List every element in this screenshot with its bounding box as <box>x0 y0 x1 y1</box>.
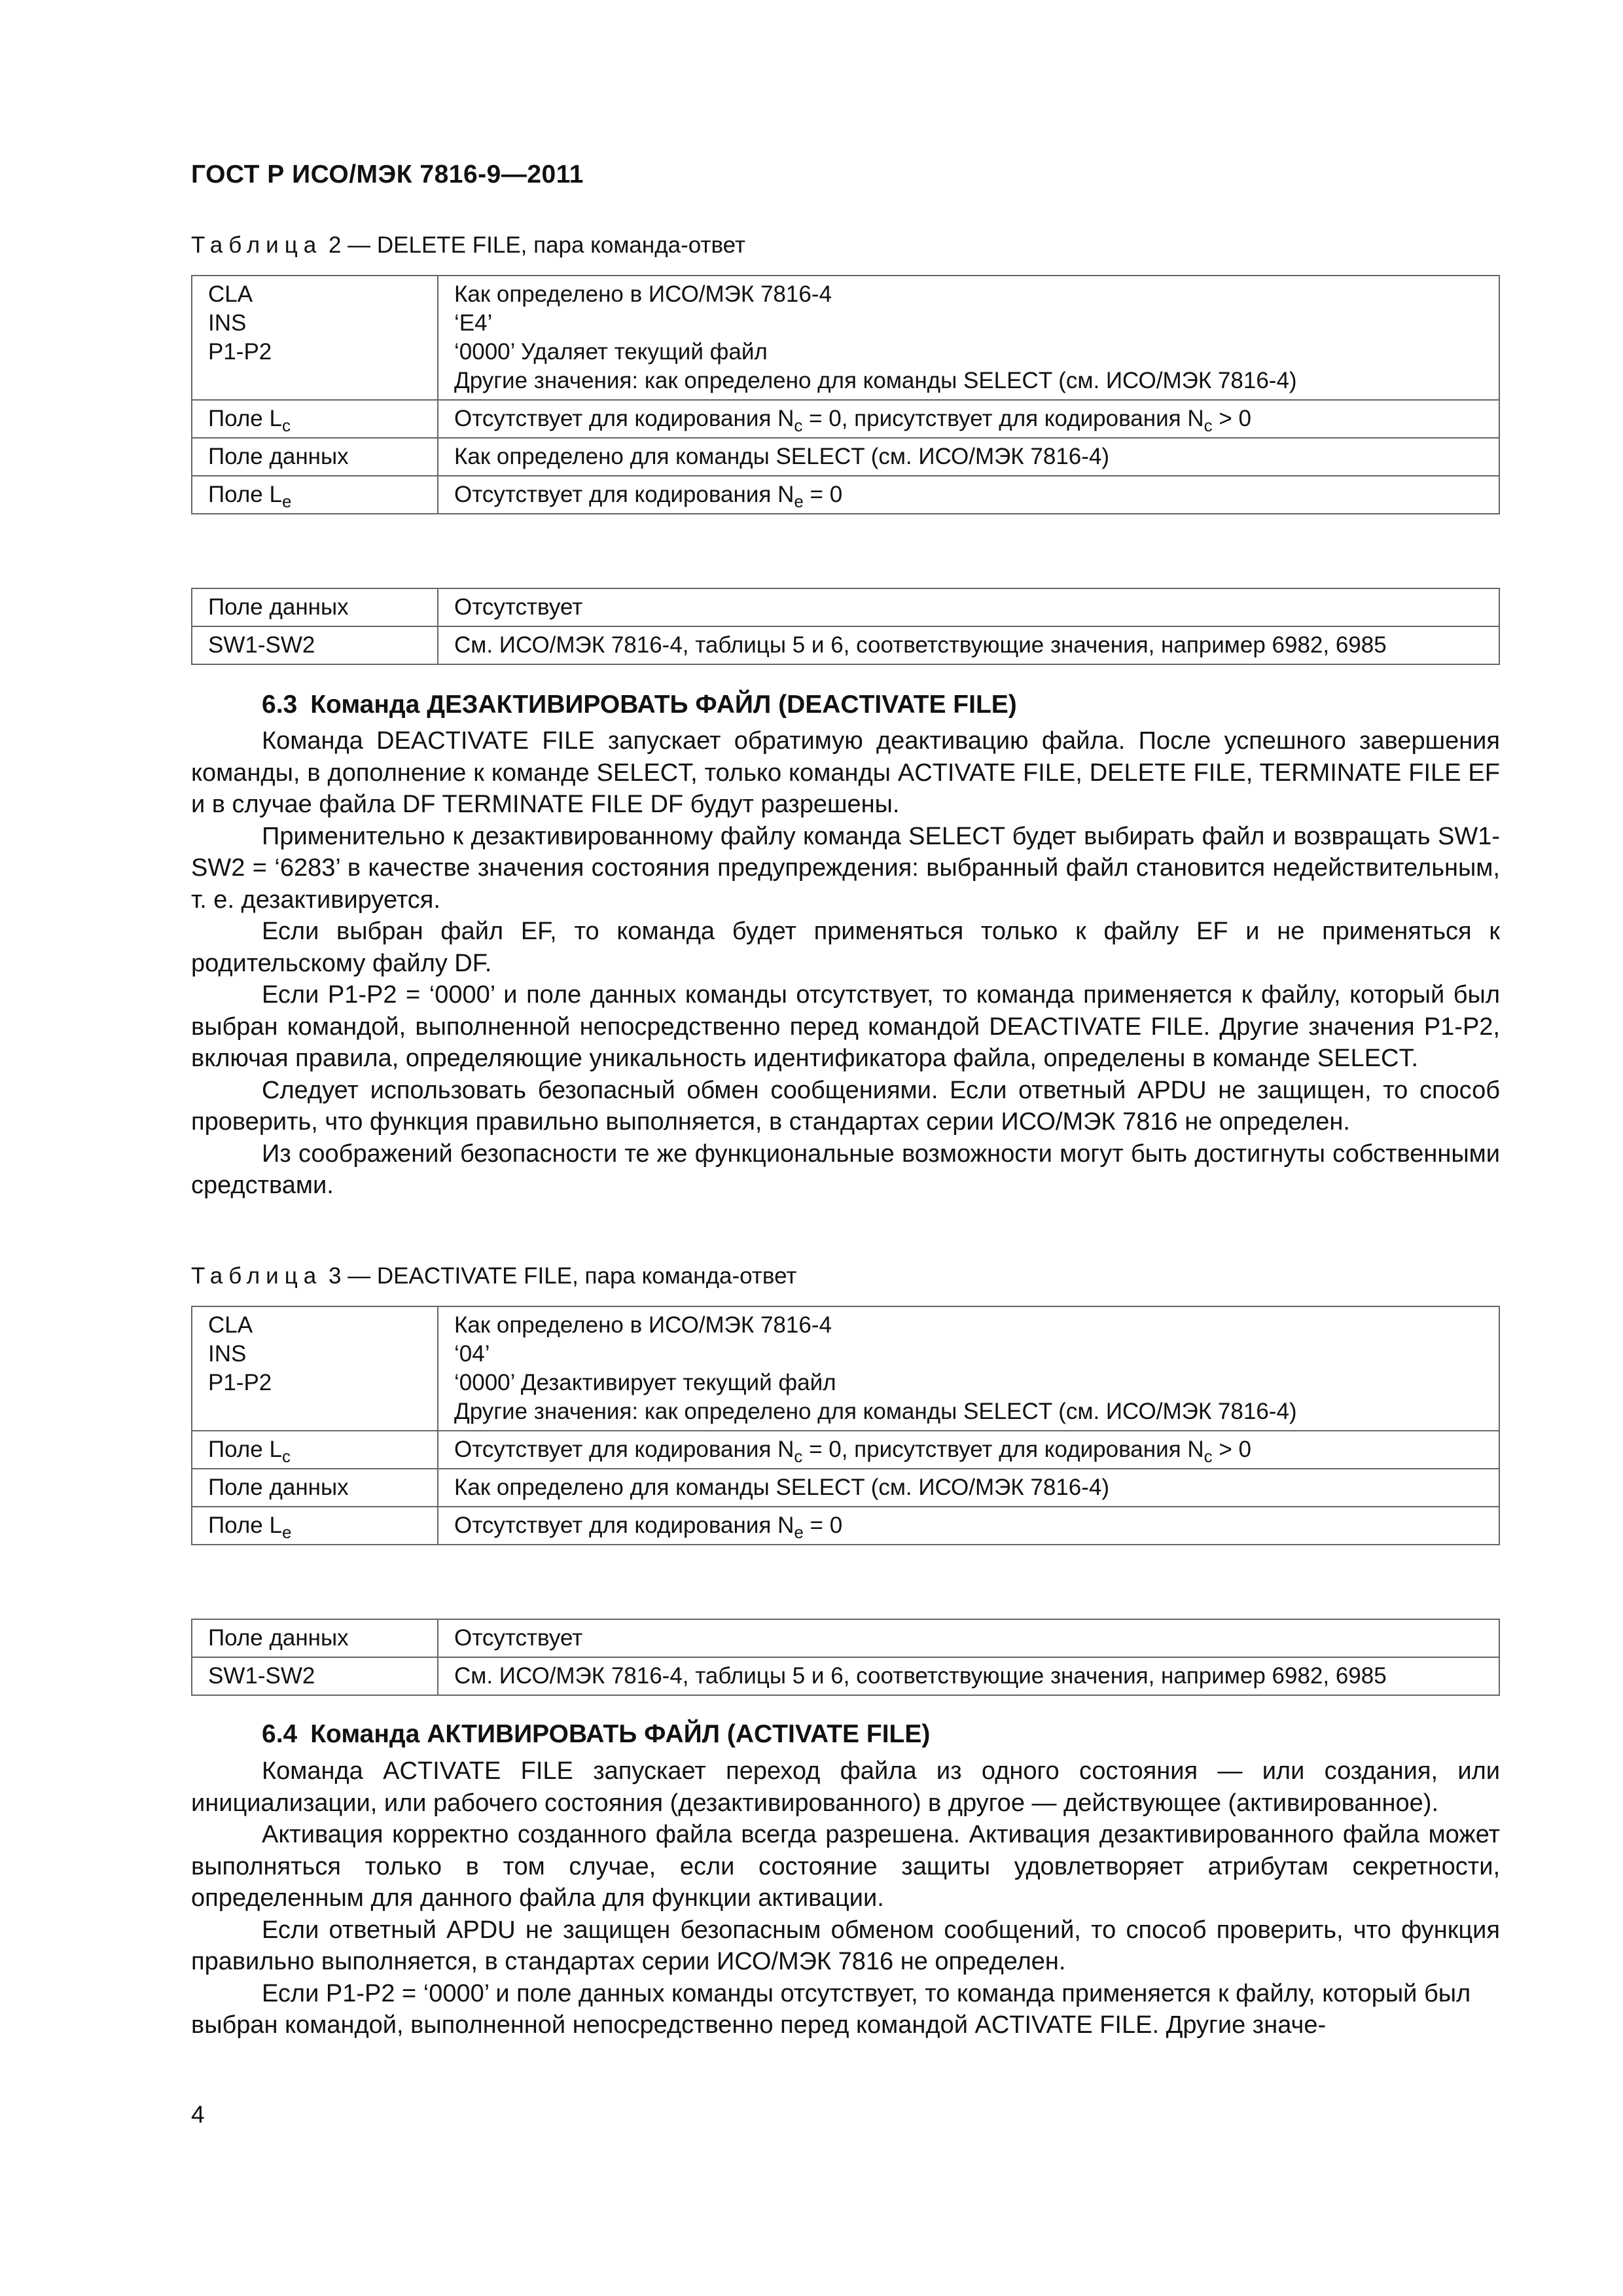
table-3-command <box>191 1306 1500 1545</box>
table-cell <box>438 276 1499 400</box>
table-cell <box>438 476 1499 514</box>
sw1-sw2-label: SW1-SW2 <box>192 626 438 664</box>
lc-value: = 0, присутствует для кодирования N <box>802 406 1204 431</box>
table-row <box>192 588 1499 626</box>
le-value: Отсутствует для кодирования N <box>454 1513 794 1538</box>
p1p2-value: ‘0000’ Удаляет текущий файл <box>454 339 768 365</box>
table-row <box>192 1619 1499 1657</box>
subscript: e <box>794 1522 804 1542</box>
table-row <box>192 400 1499 438</box>
section-number: 6.4 <box>262 1720 298 1748</box>
table-cell <box>192 276 438 400</box>
table-3-caption <box>191 1263 796 1289</box>
lc-value: Отсутствует для кодирования N <box>454 406 794 431</box>
subscript: c <box>794 416 803 435</box>
table-cell <box>192 1306 438 1431</box>
section-6-3-heading <box>262 691 1017 719</box>
sw1-sw2-value: См. ИСО/МЭК 7816-4, таблицы 5 и 6, соответствующие значения, например 6982, 6985 <box>438 1657 1499 1695</box>
table-row <box>192 476 1499 514</box>
p1p2-value: ‘0000’ Дезактивирует текущий файл <box>454 1370 836 1395</box>
response-data-field-value: Отсутствует <box>438 588 1499 626</box>
section-6-4-heading <box>262 1720 930 1749</box>
response-data-field-label: Поле данных <box>192 588 438 626</box>
ins-value: ‘E4’ <box>454 310 493 336</box>
section-6-3-body <box>191 725 1500 1202</box>
sw1-sw2-value: См. ИСО/МЭК 7816-4, таблицы 5 и 6, соответствующие значения, например 6982, 6985 <box>438 626 1499 664</box>
lc-label-subscript: c <box>281 1446 291 1466</box>
p1p2-other-values: Другие значения: как определено для команды SELECT (см. ИСО/МЭК 7816-4) <box>454 1399 1297 1424</box>
subscript: c <box>1204 416 1213 435</box>
table-row <box>192 1469 1499 1507</box>
table-2-caption-text: 2 — DELETE FILE, пара команда-ответ <box>322 232 746 258</box>
section-title: Команда ДЕЗАКТИВИРОВАТЬ ФАЙЛ (DEACTIVATE FILE) <box>310 691 1017 719</box>
subscript: c <box>1204 1446 1213 1466</box>
ins-label: INS <box>208 1341 247 1367</box>
section-6-4-body <box>191 1755 1500 2041</box>
table-cell <box>192 1507 438 1545</box>
table-row <box>192 1431 1499 1469</box>
table-cell <box>192 476 438 514</box>
p1p2-other-values: Другие значения: как определено для команды SELECT (см. ИСО/МЭК 7816-4) <box>454 368 1297 393</box>
paragraph: Если выбран файл EF, то команда будет применяться только к файлу EF и не применяться к родительскому файлу DF. <box>191 918 1500 977</box>
lc-label: Поле L <box>208 406 282 431</box>
lc-value: Отсутствует для кодирования N <box>454 1437 794 1462</box>
table-3-response <box>191 1619 1500 1696</box>
data-field-label: Поле данных <box>192 1469 438 1507</box>
lc-label: Поле L <box>208 1437 282 1462</box>
section-title: Команда АКТИВИРОВАТЬ ФАЙЛ (ACTIVATE FILE) <box>310 1720 931 1748</box>
le-value: = 0 <box>803 1513 843 1538</box>
document-header: ГОСТ Р ИСО/МЭК 7816-9—2011 <box>191 160 584 188</box>
table-2-caption <box>191 232 745 259</box>
lc-value: > 0 <box>1212 1437 1251 1462</box>
p1p2-label: P1-P2 <box>208 1370 272 1395</box>
table-cell <box>438 1306 1499 1431</box>
paragraph: Команда ACTIVATE FILE запускает переход файла из одного состояния — или создания, или инициализации, или рабочего состояния (дезактивированного) в другое — действующее (активированное). <box>191 1757 1500 1817</box>
le-value: = 0 <box>803 482 843 507</box>
p1p2-label: P1-P2 <box>208 339 272 365</box>
table-row <box>192 1306 1499 1431</box>
subscript: c <box>794 1446 803 1466</box>
paragraph: Если P1-P2 = ‘0000’ и поле данных команды отсутствует, то команда применяется к файлу, который был выбран командой, выполненной непосредственно перед командой DEACTIVATE FILE. Другие значения P1-P2, включая правила, определяющие уникальность идентификатора файла, определены в команде SELECT. <box>191 981 1500 1072</box>
data-field-label: Поле данных <box>192 438 438 476</box>
le-label: Поле L <box>208 482 282 507</box>
response-data-field-label: Поле данных <box>192 1619 438 1657</box>
table-2-response <box>191 588 1500 665</box>
lc-value: > 0 <box>1212 406 1251 431</box>
paragraph: Если ответный APDU не защищен безопасным обменом сообщений, то способ проверить, что функция правильно выполняется, в стандартах серии ИСО/МЭК 7816 не определен. <box>191 1916 1500 1975</box>
table-2-command <box>191 275 1500 514</box>
le-label-subscript: e <box>281 1522 292 1542</box>
table-cell <box>438 1431 1499 1469</box>
section-number: 6.3 <box>262 691 298 719</box>
cla-value: Как определено в ИСО/МЭК 7816-4 <box>454 1312 832 1338</box>
ins-label: INS <box>208 310 247 336</box>
data-field-value: Как определено для команды SELECT (см. ИСО/МЭК 7816-4) <box>438 438 1499 476</box>
table-cell <box>192 1431 438 1469</box>
response-data-field-value: Отсутствует <box>438 1619 1499 1657</box>
table-cell <box>438 400 1499 438</box>
le-label: Поле L <box>208 1513 282 1538</box>
table-cell <box>192 400 438 438</box>
lc-value: = 0, присутствует для кодирования N <box>802 1437 1204 1462</box>
cla-label: CLA <box>208 1312 253 1338</box>
paragraph: Следует использовать безопасный обмен сообщениями. Если ответный APDU не защищен, то способ проверить, что функция правильно выполняется, в стандартах серии ИСО/МЭК 7816 не определен. <box>191 1076 1500 1136</box>
table-row <box>192 1657 1499 1695</box>
table-3-caption-word: Таблица <box>191 1263 323 1289</box>
ins-value: ‘04’ <box>454 1341 490 1367</box>
paragraph: Из соображений безопасности те же функциональные возможности могут быть достигнуты собственными средствами. <box>191 1139 1500 1199</box>
le-label-subscript: e <box>281 492 292 511</box>
cla-value: Как определено в ИСО/МЭК 7816-4 <box>454 281 832 307</box>
paragraph: Команда DEACTIVATE FILE запускает обратимую деактивацию файла. После успешного завершения команды, в дополнение к команде SELECT, только команды ACTIVATE FILE, DELETE FILE, TERMINATE FILE EF и в случае файла DF TERMINATE FILE DF будут разрешены. <box>191 727 1500 818</box>
table-2-caption-word: Таблица <box>191 232 323 258</box>
lc-label-subscript: c <box>281 416 291 435</box>
page-number: 4 <box>191 2101 205 2128</box>
table-row <box>192 438 1499 476</box>
table-row <box>192 276 1499 400</box>
table-row <box>192 626 1499 664</box>
subscript: e <box>794 492 804 511</box>
data-field-value: Как определено для команды SELECT (см. ИСО/МЭК 7816-4) <box>438 1469 1499 1507</box>
table-cell <box>438 1507 1499 1545</box>
paragraph: Применительно к дезактивированному файлу команда SELECT будет выбирать файл и возвращать SW1-SW2 = ‘6283’ в качестве значения состояния предупреждения: выбранный файл становится недействительным, т. е. дезактивируется. <box>191 822 1500 914</box>
cla-label: CLA <box>208 281 253 307</box>
table-row <box>192 1507 1499 1545</box>
paragraph: Если P1-P2 = ‘0000’ и поле данных команды отсутствует, то команда применяется к файлу, который был выбран командой, выполненной непосредственно перед командой ACTIVATE FILE. Другие значе- <box>191 1979 1471 2039</box>
paragraph: Активация корректно созданного файла всегда разрешена. Активация дезактивированного файла может выполняться только в том случае, если состояние защиты удовлетворяет атрибутам секретности, определенным для данного файла для функции активации. <box>191 1821 1500 1912</box>
table-3-caption-text: 3 — DEACTIVATE FILE, пара команда-ответ <box>322 1263 797 1289</box>
sw1-sw2-label: SW1-SW2 <box>192 1657 438 1695</box>
le-value: Отсутствует для кодирования N <box>454 482 794 507</box>
